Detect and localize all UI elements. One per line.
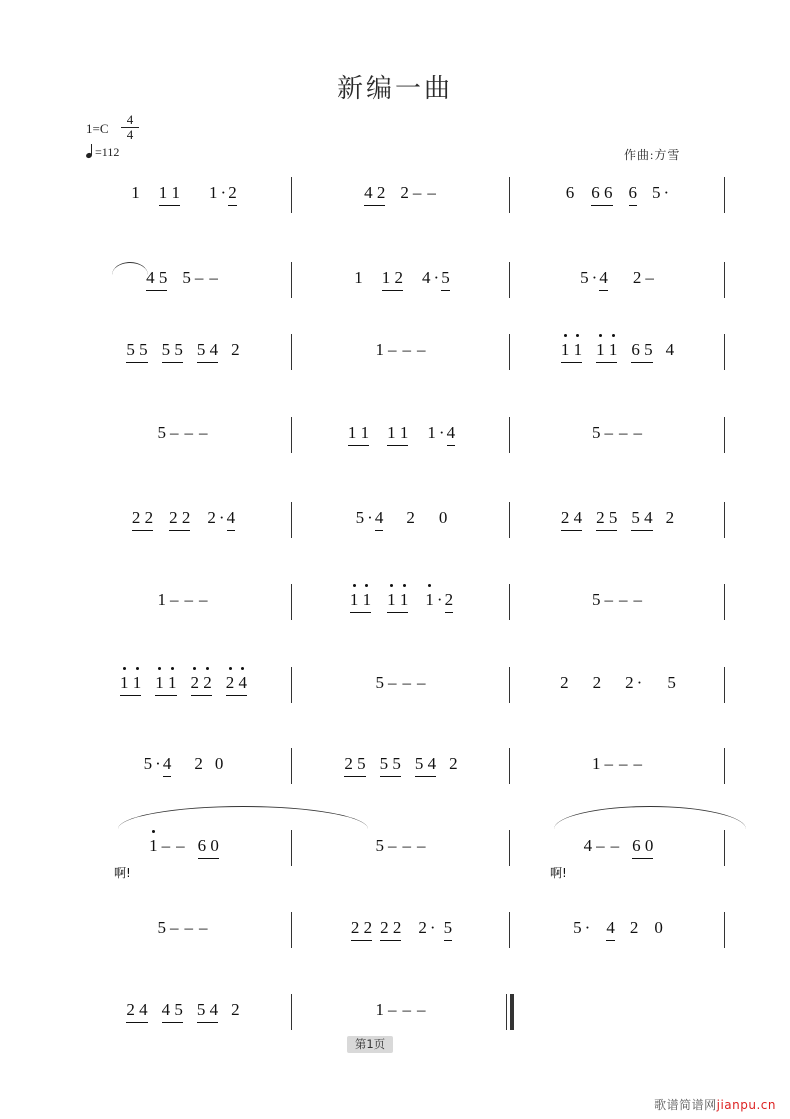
measure (294, 332, 509, 380)
staff-system-7 (76, 665, 726, 713)
time-signature (121, 113, 139, 141)
measure-notes: 5 – – – (157, 423, 208, 442)
measure-notes: 2 2 2 2 2 · 5 (294, 918, 509, 941)
measure-notes: 5 5 5 5 5 4 2 (76, 340, 291, 363)
measure (512, 332, 724, 380)
measure (512, 500, 724, 548)
measure-notes: 6 6 6 6 5 · (512, 183, 724, 206)
measure (294, 500, 509, 548)
measure-notes: 1 1 2 4 · 5 (294, 268, 509, 291)
measure (512, 260, 724, 308)
measure (294, 992, 509, 1040)
measure-notes: 1 1 1 1 1 · 2 (294, 590, 509, 613)
measure (294, 746, 509, 794)
measure (294, 175, 509, 223)
measure (76, 500, 291, 548)
composer-credit: 作曲:方雪 (624, 148, 681, 162)
staff-system-10 (76, 910, 726, 958)
measure (294, 910, 509, 958)
staff-system-11 (76, 992, 726, 1040)
page-title: 新编一曲 (336, 74, 453, 104)
measure (512, 828, 724, 880)
key-signature-text: 1=C (86, 121, 109, 136)
measure (294, 415, 509, 463)
tempo-value: =112 (95, 145, 120, 159)
measure-notes: 5 – – – (157, 918, 208, 937)
measure (76, 260, 291, 308)
key-signature (86, 122, 109, 136)
measure-notes: 1 – – – (375, 340, 426, 359)
staff-system-3 (76, 332, 726, 380)
staff-system-6 (76, 582, 726, 630)
measure (512, 582, 724, 630)
measure (76, 665, 291, 713)
measure (294, 665, 509, 713)
measure-notes: 5 · 4 2 0 (294, 508, 509, 531)
measure-notes: 1 1 1 1 6 5 4 (512, 340, 724, 363)
staff-system-8 (76, 746, 726, 794)
watermark-text: 歌谱简谱网 (654, 1098, 717, 1112)
staff-system-4 (76, 415, 726, 463)
measure-notes: 2 4 2 5 5 4 2 (512, 508, 724, 531)
measure-notes: 5 – – – (375, 836, 426, 855)
measure (76, 746, 291, 794)
measure-notes: 1 – – – (157, 590, 208, 609)
measure-notes: 5 – – – (375, 673, 426, 692)
measure (512, 175, 724, 223)
measure-notes: 4 2 2 – – (294, 183, 509, 206)
lyric-text: 啊! (550, 866, 567, 880)
measure-notes: 1 1 1 1 1 · 4 (294, 423, 509, 446)
measure-notes: 4 – – 6 0 (512, 836, 724, 859)
measure-notes: 5 – – – (592, 423, 642, 442)
page-number-badge: 第1页 (347, 1036, 393, 1053)
measure-notes: 2 2 2 2 2 · 4 (76, 508, 291, 531)
measure-notes: 1 1 1 1 2 2 2 4 (76, 673, 291, 696)
lyric-text: 啊! (114, 866, 131, 880)
measure (76, 415, 291, 463)
measure (76, 992, 291, 1040)
staff-system-2 (76, 260, 726, 308)
time-signature-numerator: 4 (126, 112, 134, 127)
quarter-note-icon (86, 146, 95, 158)
measure-notes: 5 – – – (592, 590, 642, 609)
measure-notes: 1 – – – (592, 754, 642, 773)
measure-notes: 4 5 5 – – (76, 268, 291, 291)
measure (512, 746, 724, 794)
measure (294, 260, 509, 308)
measure-notes: 2 5 5 5 5 4 2 (294, 754, 509, 777)
measure (76, 828, 291, 880)
measure (294, 582, 509, 630)
measure (76, 910, 291, 958)
staff-system-1 (76, 175, 726, 223)
measure-notes: 1 – – – (375, 1000, 426, 1019)
time-signature-denominator: 4 (121, 127, 139, 142)
staff-system-9 (76, 828, 726, 898)
measure-notes: 2 2 2 · 5 (560, 673, 676, 692)
measure (512, 665, 724, 713)
measure (76, 175, 291, 223)
measure (512, 910, 724, 958)
tempo-marking (86, 145, 119, 160)
measure-notes: 5 · 4 2 0 (76, 754, 291, 777)
site-watermark (654, 1096, 776, 1113)
measure-notes: 2 4 4 5 5 4 2 (76, 1000, 291, 1023)
measure (76, 332, 291, 380)
measure-notes: 5 · 4 2 0 (512, 918, 724, 941)
measure-notes: 1 – – 6 0 (76, 836, 291, 859)
watermark-domain: jianpu.cn (716, 1098, 776, 1112)
measure (512, 415, 724, 463)
measure (76, 582, 291, 630)
measure-notes: 5 · 4 2 – (512, 268, 724, 291)
measure (294, 828, 509, 876)
measure-notes: 1 1 1 1 · 2 (76, 183, 291, 206)
staff-system-5 (76, 500, 726, 548)
